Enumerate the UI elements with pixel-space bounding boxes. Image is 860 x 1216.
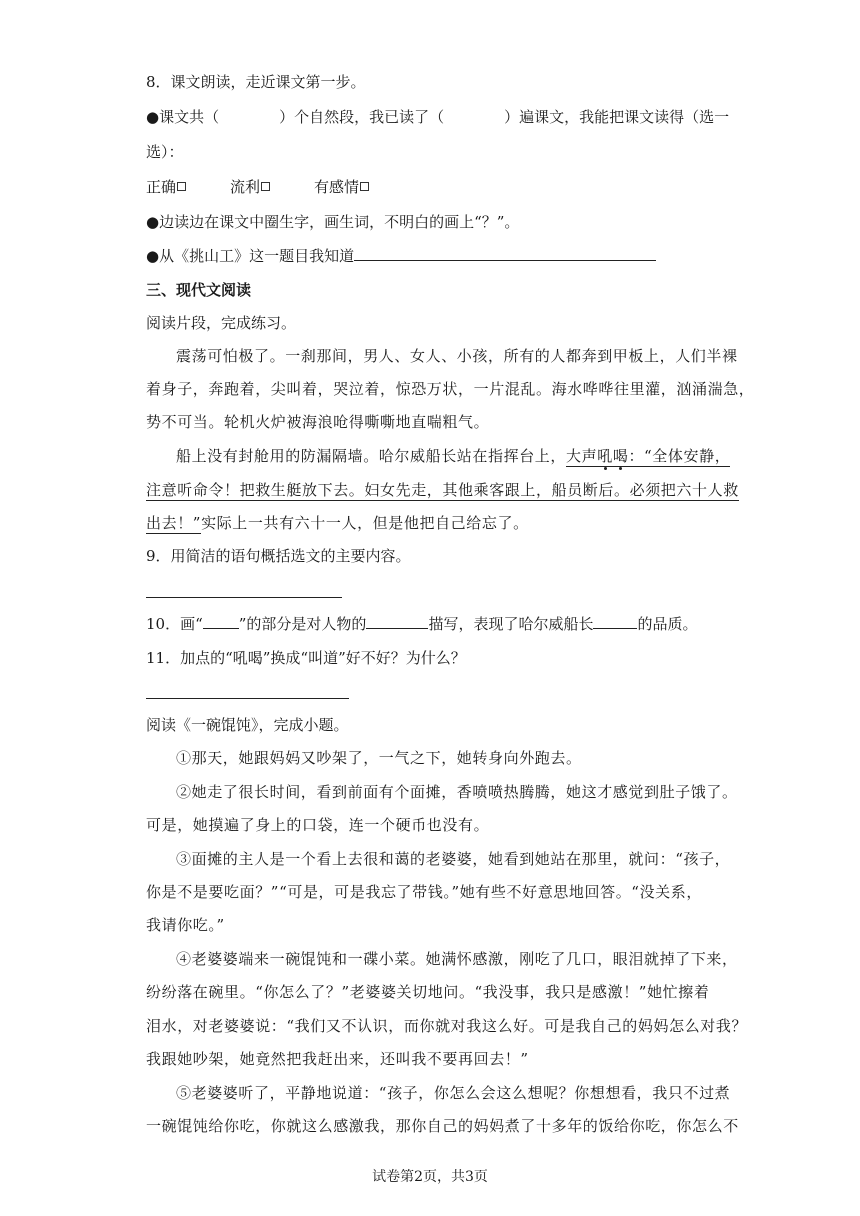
q9-text: 9．用简洁的语句概括选文的主要内容。 — [146, 547, 411, 565]
q8-item1-part-a: ●课文共（ — [146, 108, 220, 126]
passage3-line: 我请你吃。” — [146, 916, 225, 934]
passage2-line: 出去！”实际上一共有六十一人，但是他把自己给忘了。 — [146, 514, 529, 532]
q9-answer-line[interactable] — [146, 597, 342, 598]
q11-answer-line[interactable] — [146, 698, 349, 699]
q11-text: 11．加点的“吼喝”换成“叫道”好不好？为什么？ — [146, 649, 466, 667]
passage3-line: 泪水，对老婆婆说：“我们又不认识，而你就对我这么好。可是我自己的妈妈怎么对我？ — [146, 1017, 748, 1035]
option-emotional[interactable]: 有感情 — [314, 178, 369, 196]
underlined-speech: 注意听命令！把救生艇放下去。妇女先走，其他乘客跟上，船员断后。必须把六十人救 — [146, 481, 739, 499]
passage1-line: 着身子，奔跑着，尖叫着，哭泣着，惊恐万状，一片混乱。海水哗哗往里灌，汹涌湍急， — [146, 380, 755, 398]
checkbox-icon[interactable] — [261, 182, 270, 191]
passage3-line: ⑤老婆婆听了，平静地说道：“孩子，你怎么会这么想呢？你想想看，我只不过煮 — [176, 1084, 731, 1102]
passage2-line: 船上没有封舱用的防漏隔墙。哈尔威船长站在指挥台上，大声吼喝：“全体安静， — [176, 447, 731, 465]
q8-options — [146, 177, 369, 197]
passage3-line: ③面摊的主人是一个看上去很和蔼的老婆婆，她看到她站在那里，就问：“孩子， — [176, 850, 731, 868]
checkbox-icon[interactable] — [177, 182, 186, 191]
passage3-line: ①那天，她跟妈妈又吵架了，一气之下，她转身向外跑去。 — [176, 749, 582, 767]
checkbox-icon[interactable] — [360, 182, 369, 191]
passage2-line — [146, 480, 739, 500]
passage3-line: ②她走了很长时间，看到前面有个面摊，香喷喷热腾腾，她这才感觉到肚子饿了。 — [176, 783, 738, 801]
underline-sample — [203, 614, 239, 629]
reading1-intro: 阅读片段，完成练习。 — [146, 314, 297, 332]
q10-text: 10．画“ ”的部分是对人物的 描写，表现了哈尔威船长 的品质。 — [146, 615, 698, 633]
passage1-line: 势不可当。轮机火炉被海浪呛得嘶嘶地直喘粗气。 — [146, 413, 490, 431]
q8-item3-text: ●从《挑山工》这一题目我知道 — [146, 247, 355, 265]
q8-item2: ●边读边在课文中圈生字，画生词，不明白的画上“？”。 — [146, 213, 520, 231]
reading2-intro: 阅读《一碗馄饨》，完成小题。 — [146, 716, 349, 734]
passage3-line: 你是不是要吃面？”“可是，可是我忘了带钱。”她有些不好意思地回答。“没关系， — [146, 883, 702, 901]
passage3-line: 纷纷落在碗里。“你怎么了？”老婆婆关切地问。“我没事，我只是感激！”她忙擦着 — [146, 983, 710, 1001]
passage3-line: 一碗馄饨给你吃，你就这么感激我，那你自己的妈妈煮了十多年的饭给你吃，你怎么不 — [146, 1117, 739, 1135]
underlined-speech: 大声吼喝：“全体安静， — [566, 447, 731, 465]
quality-blank[interactable] — [593, 614, 637, 629]
passage1-line: 震荡可怕极了。一刹那间，男人、女人、小孩，所有的人都奔到甲板上，人们半裸 — [176, 347, 738, 365]
underlined-speech: 出去！” — [146, 514, 202, 532]
title-meaning-blank[interactable] — [354, 246, 656, 261]
dotted-char: 吼 — [597, 447, 613, 465]
passage3-line: 可是，她摸遍了身上的口袋，连一个硬币也没有。 — [146, 816, 490, 834]
passage3-line: 我跟她吵架，她竟然把我赶出来，还叫我不要再回去！” — [146, 1050, 529, 1068]
description-type-blank[interactable] — [366, 614, 428, 629]
dotted-char: 喝 — [612, 447, 629, 465]
section-title: 三、现代文阅读 — [146, 281, 252, 299]
q8-item1-cont: 选）： — [146, 143, 184, 161]
q8-item1 — [146, 107, 729, 127]
passage3-line: ④老婆婆端来一碗馄饨和一碟小菜。她满怀感激，刚吃了几口，眼泪就掉了下来， — [176, 950, 738, 968]
option-correct[interactable]: 正确 — [146, 178, 186, 196]
q8-title: 8．课文朗读，走近课文第一步。 — [146, 73, 366, 91]
q8-item1-part-b: ）个自然段，我已读了（ — [279, 108, 445, 126]
q8-item1-part-c: ）遍课文，我能把课文读得（选一 — [504, 108, 730, 126]
page-footer: 试卷第2页，共3页 — [372, 1169, 488, 1185]
option-fluent[interactable]: 流利 — [230, 178, 270, 196]
q8-item3 — [146, 246, 656, 266]
